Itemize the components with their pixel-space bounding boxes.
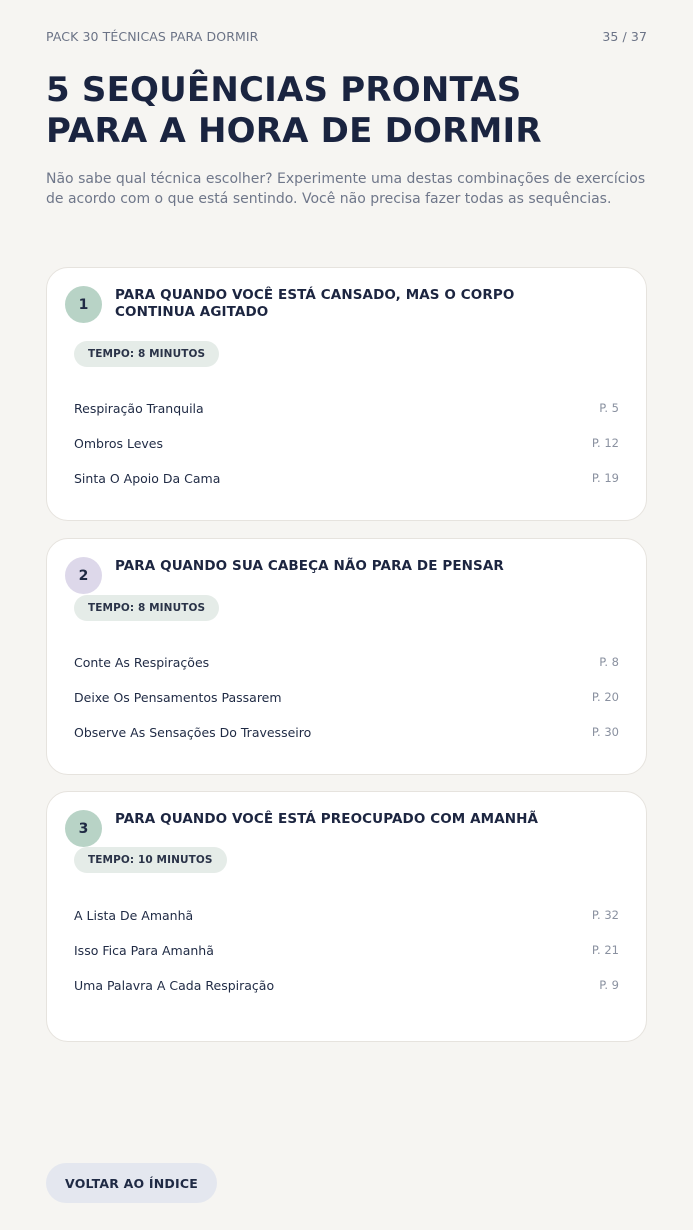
technique-page: P. 12 bbox=[591, 436, 619, 450]
technique-page: P. 21 bbox=[591, 943, 619, 957]
sequence-title: PARA QUANDO SUA CABEÇA NÃO PARA DE PENSAR bbox=[115, 558, 504, 574]
technique-row[interactable] bbox=[74, 398, 619, 418]
technique-name: A Lista De Amanhã bbox=[74, 907, 194, 923]
technique-name: Ombros Leves bbox=[74, 435, 163, 451]
time-pill: TEMPO: 8 MINUTOS bbox=[74, 341, 219, 367]
technique-name: Observe As Sensações Do Travesseiro bbox=[74, 724, 312, 740]
technique-row[interactable] bbox=[74, 722, 619, 742]
technique-name: Sinta O Apoio Da Cama bbox=[74, 470, 221, 486]
sequence-number-badge: 3 bbox=[65, 810, 102, 847]
technique-row[interactable] bbox=[74, 468, 619, 488]
technique-row[interactable] bbox=[74, 940, 619, 960]
sequence-title: PARA QUANDO VOCÊ ESTÁ PREOCUPADO COM AMANHÃ bbox=[115, 811, 539, 827]
back-to-index-button[interactable]: VOLTAR AO ÍNDICE bbox=[46, 1163, 217, 1203]
technique-page: P. 32 bbox=[591, 908, 619, 922]
technique-page: P. 30 bbox=[591, 725, 619, 739]
technique-name: Uma Palavra A Cada Respiração bbox=[74, 977, 275, 993]
page-title-line-2: PARA A HORA DE DORMIR bbox=[46, 111, 542, 151]
page-counter: 35 / 37 bbox=[602, 29, 647, 44]
sequence-card-1 bbox=[46, 267, 647, 521]
technique-page: P. 9 bbox=[599, 978, 619, 992]
sequence-card-2 bbox=[46, 538, 647, 775]
page-title-line-1: 5 SEQUÊNCIAS PRONTAS bbox=[46, 70, 522, 110]
technique-name: Deixe Os Pensamentos Passarem bbox=[74, 689, 282, 705]
technique-name: Conte As Respirações bbox=[74, 654, 210, 670]
technique-row[interactable] bbox=[74, 433, 619, 453]
technique-row[interactable] bbox=[74, 652, 619, 672]
technique-page: P. 19 bbox=[591, 471, 619, 485]
page-title bbox=[46, 70, 646, 152]
technique-name: Respiração Tranquila bbox=[74, 400, 204, 416]
technique-row[interactable] bbox=[74, 975, 619, 995]
sequence-title: PARA QUANDO VOCÊ ESTÁ CANSADO, MAS O CORPO CONTINUA AGITADO bbox=[115, 287, 515, 320]
sequence-number-badge: 1 bbox=[65, 286, 102, 323]
technique-page: P. 5 bbox=[599, 401, 619, 415]
technique-name: Isso Fica Para Amanhã bbox=[74, 942, 214, 958]
time-pill: TEMPO: 10 MINUTOS bbox=[74, 847, 227, 873]
technique-row[interactable] bbox=[74, 905, 619, 925]
top-bar bbox=[46, 29, 647, 44]
technique-page: P. 8 bbox=[599, 655, 619, 669]
technique-page: P. 20 bbox=[591, 690, 619, 704]
technique-row[interactable] bbox=[74, 687, 619, 707]
intro-text: Não sabe qual técnica escolher? Experimente uma destas combinações de exercícios de acordo com o que está sentindo. Você não precisa fazer todas as sequências. bbox=[46, 171, 646, 207]
sequence-card-3 bbox=[46, 791, 647, 1042]
sequence-number-badge: 2 bbox=[65, 557, 102, 594]
time-pill: TEMPO: 8 MINUTOS bbox=[74, 595, 219, 621]
pack-label: PACK 30 TÉCNICAS PARA DORMIR bbox=[46, 29, 259, 44]
